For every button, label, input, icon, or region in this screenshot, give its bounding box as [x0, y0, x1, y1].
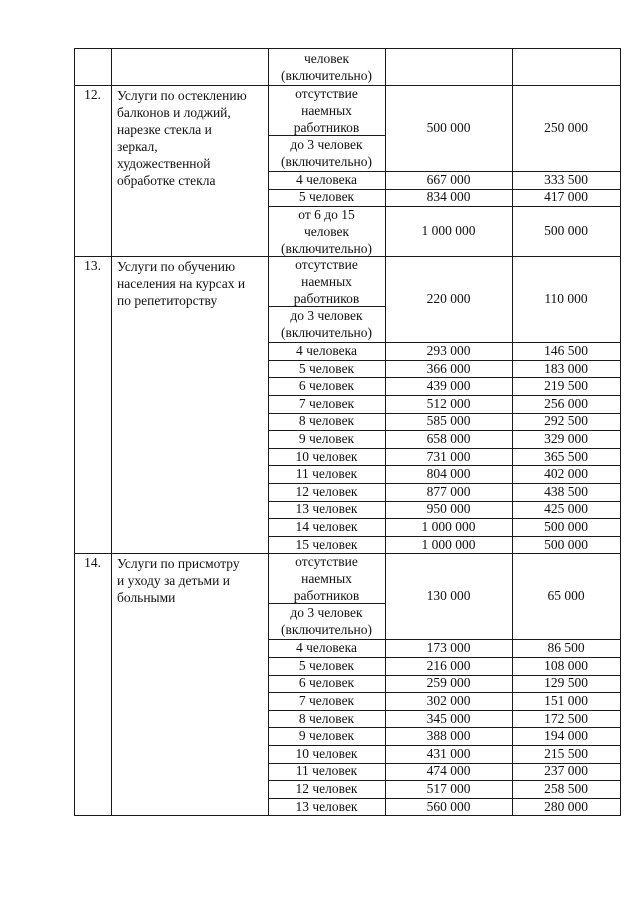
potential-income: 173 000 [426, 640, 471, 656]
vertical-rule [111, 48, 112, 816]
employees-label: до 3 человек (включительно) [280, 308, 372, 341]
employees-count: 7 человек [298, 395, 355, 411]
tax-amount: 146 500 [544, 343, 588, 358]
tax-amount: 86 500 [547, 640, 585, 656]
potential-income: 439 000 [426, 378, 471, 394]
tax-table [74, 48, 620, 828]
vertical-rule [620, 48, 621, 816]
employees-count: 5 человек [298, 189, 355, 205]
potential-income: 130 000 [426, 588, 471, 604]
employees-count: 13 человек [295, 798, 358, 814]
vertical-rule [385, 48, 386, 816]
potential-income: 1 000 000 [421, 519, 476, 534]
service-name: Услуги по присмотру и уходу за детьми и больными [117, 556, 240, 606]
potential-income: 500 000 [426, 120, 471, 135]
employees-label: до 3 человек (включительно) [280, 137, 372, 169]
tax-amount: 500 000 [544, 536, 588, 552]
employees-count: 5 человек [298, 657, 355, 673]
employees-count: 8 человек [298, 710, 355, 726]
employees-label: отсутствие наемных работников [293, 553, 360, 603]
tax-amount: 183 000 [544, 360, 588, 376]
tax-amount: 333 500 [544, 171, 588, 187]
employees-count: 6 человек [298, 675, 355, 691]
employees-count: 4 человека [295, 171, 358, 187]
employees-count: 11 человек [295, 466, 358, 482]
tax-amount: 215 500 [544, 745, 588, 761]
potential-income: 474 000 [426, 763, 471, 779]
horizontal-rule [74, 815, 620, 816]
potential-income: 560 000 [426, 798, 471, 814]
potential-income: 220 000 [426, 291, 471, 307]
potential-income: 877 000 [426, 483, 471, 499]
employees-count: 13 человек [295, 501, 358, 517]
vertical-rule [74, 48, 75, 816]
tax-amount: 280 000 [544, 798, 588, 814]
tax-amount: 500 000 [544, 223, 588, 239]
employees-count: 4 человека [295, 640, 358, 656]
employees-count: 8 человек [298, 413, 355, 429]
employees-count: 11 человек [295, 763, 358, 779]
employees-count: 15 человек [295, 536, 358, 552]
potential-income: 259 000 [426, 675, 471, 691]
employees-count: 9 человек [298, 431, 355, 446]
tax-amount: 365 500 [544, 448, 588, 464]
tax-amount: 110 000 [544, 291, 588, 307]
tax-amount: 108 000 [544, 657, 588, 673]
employees-count: 7 человек [298, 693, 355, 708]
tax-amount: 402 000 [544, 466, 588, 482]
vertical-rule [268, 48, 269, 816]
tax-amount: 256 000 [544, 395, 588, 411]
tax-amount: 151 000 [544, 693, 588, 708]
tax-amount: 500 000 [544, 519, 588, 534]
potential-income: 804 000 [426, 466, 471, 482]
tax-amount: 237 000 [544, 763, 588, 779]
tax-amount: 172 500 [544, 710, 588, 726]
employees-count: 9 человек [298, 728, 355, 744]
tax-amount: 250 000 [544, 120, 588, 135]
tax-amount: 219 500 [544, 378, 588, 394]
row-number: 13. [84, 258, 101, 274]
employees-count: 12 человек [295, 483, 358, 499]
employees-count: 4 человека [295, 343, 358, 358]
potential-income: 517 000 [426, 781, 471, 796]
employees-count: 5 человек [298, 360, 355, 376]
tax-amount: 438 500 [544, 483, 588, 499]
employees-count: от 6 до 15 человек (включительно) [280, 206, 372, 256]
potential-income: 293 000 [426, 343, 471, 358]
tax-amount: 425 000 [544, 501, 588, 517]
employees-count: 14 человек [295, 519, 358, 534]
employees-count: 10 человек [295, 448, 358, 464]
potential-income: 512 000 [426, 395, 471, 411]
employees-count: 6 человек [298, 378, 355, 394]
potential-income: 585 000 [426, 413, 471, 429]
potential-income: 302 000 [426, 693, 471, 708]
tax-amount: 417 000 [544, 189, 588, 205]
potential-income: 216 000 [426, 657, 471, 673]
tax-amount: 194 000 [544, 728, 588, 744]
group-label: человек (включительно) [280, 50, 372, 83]
row-number: 12. [84, 87, 101, 102]
potential-income: 658 000 [426, 431, 471, 446]
employees-label: отсутствие наемных работников [293, 85, 360, 135]
potential-income: 950 000 [426, 501, 471, 517]
service-name: Услуги по обучению населения на курсах и по репетиторству [117, 259, 246, 309]
potential-income: 667 000 [426, 171, 471, 187]
row-number: 14. [84, 555, 101, 571]
potential-income: 388 000 [426, 728, 471, 744]
potential-income: 731 000 [426, 448, 471, 464]
employees-count: 10 человек [295, 745, 358, 761]
service-name: Услуги по остеклению балконов и лоджий, нарезке стекла и зеркал, художественной обработке стекла [117, 88, 247, 188]
tax-amount: 65 000 [547, 588, 585, 604]
tax-amount: 329 000 [544, 431, 588, 446]
potential-income: 345 000 [426, 710, 471, 726]
employees-label: до 3 человек (включительно) [280, 605, 372, 638]
potential-income: 1 000 000 [421, 223, 476, 239]
tax-amount: 258 500 [544, 781, 588, 796]
tax-amount: 129 500 [544, 675, 588, 691]
employees-count: 12 человек [295, 781, 358, 796]
employees-label: отсутствие наемных работников [293, 256, 360, 306]
potential-income: 1 000 000 [421, 536, 476, 552]
potential-income: 834 000 [426, 189, 471, 205]
potential-income: 431 000 [426, 745, 471, 761]
potential-income: 366 000 [426, 360, 471, 376]
tax-amount: 292 500 [544, 413, 588, 429]
vertical-rule [512, 48, 513, 816]
